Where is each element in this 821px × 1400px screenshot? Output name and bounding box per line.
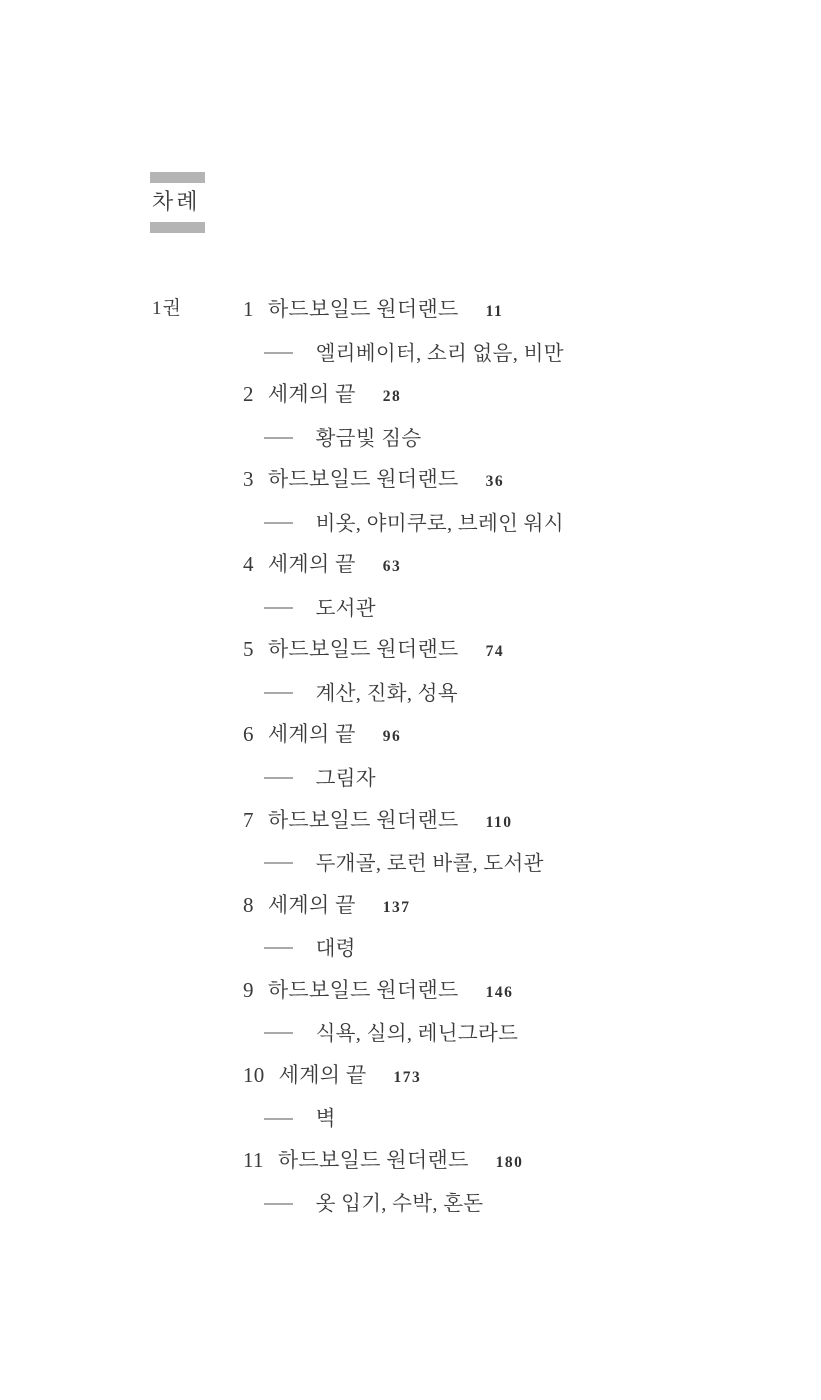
dash-icon	[264, 437, 293, 439]
dash-icon	[264, 947, 293, 949]
chapter-title: 하드보일드 원더랜드	[267, 977, 459, 1002]
chapter-page-number: 11	[485, 303, 504, 320]
chapter-subtitle: 식욕, 실의, 레닌그라드	[315, 1023, 519, 1046]
toc-subtitle-line	[243, 333, 763, 375]
chapter-number: 9	[243, 977, 254, 1002]
toc-subtitle-line	[243, 928, 763, 970]
dash-icon	[264, 1118, 293, 1120]
chapter-number: 10	[243, 1062, 265, 1087]
toc-entry	[243, 289, 763, 374]
decorative-bar-bottom	[150, 222, 205, 233]
toc-entry	[243, 629, 763, 714]
chapter-subtitle: 도서관	[315, 597, 376, 620]
chapter-subtitle: 엘리베이터, 소리 없음, 비만	[315, 342, 564, 365]
toc-subtitle-line	[243, 1013, 763, 1055]
chapter-title: 세계의 끝	[267, 552, 356, 577]
chapter-title: 하드보일드 원더랜드	[267, 637, 459, 662]
toc-subtitle-line	[243, 1098, 763, 1140]
toc-subtitle-line	[243, 588, 763, 630]
dash-icon	[264, 522, 293, 524]
chapter-page-number: 137	[382, 898, 411, 916]
chapter-page-number: 146	[485, 983, 514, 1001]
toc-subtitle-line	[243, 503, 763, 545]
chapter-page-number: 28	[382, 388, 402, 406]
toc-chapter-line	[243, 1140, 763, 1184]
toc-chapter-line	[243, 1055, 763, 1099]
chapter-page-number: 74	[485, 643, 505, 661]
toc-chapter-line	[243, 629, 763, 673]
chapter-number: 1	[243, 297, 254, 321]
toc-entry	[243, 970, 763, 1055]
toc-chapter-line	[243, 885, 763, 929]
dash-icon	[264, 352, 293, 354]
chapter-subtitle: 벽	[315, 1108, 336, 1131]
decorative-bar-top	[150, 172, 205, 183]
chapter-title: 하드보일드 원더랜드	[267, 807, 459, 832]
chapter-subtitle: 비옷, 야미쿠로, 브레인 워시	[315, 512, 564, 535]
dash-icon	[264, 862, 293, 864]
dash-icon	[264, 692, 293, 694]
chapter-page-number: 63	[382, 558, 402, 576]
toc-entry	[243, 374, 763, 459]
chapter-subtitle: 그림자	[315, 768, 376, 791]
toc-chapter-line	[243, 459, 763, 503]
dash-icon	[264, 1032, 293, 1034]
toc-subtitle-line	[243, 418, 763, 460]
toc-entry	[243, 800, 763, 885]
toc-entry	[243, 1055, 763, 1140]
toc-title: 차례	[152, 189, 201, 214]
dash-icon	[264, 607, 293, 609]
toc-entry	[243, 459, 763, 544]
volume-label: 1권	[152, 298, 182, 319]
chapter-title: 하드보일드 원더랜드	[267, 467, 459, 492]
chapter-page-number: 96	[382, 728, 402, 746]
chapter-subtitle: 계산, 진화, 성욕	[315, 682, 458, 705]
toc-header	[150, 172, 205, 233]
chapter-title: 세계의 끝	[267, 382, 356, 407]
dash-icon	[264, 1203, 293, 1205]
toc-entry	[243, 1140, 763, 1225]
chapter-subtitle: 황금빛 짐승	[315, 427, 422, 450]
toc-subtitle-line	[243, 843, 763, 885]
chapter-page-number: 180	[495, 1153, 524, 1171]
chapter-number: 2	[243, 382, 254, 407]
toc-chapter-line	[243, 374, 763, 418]
toc-list	[243, 289, 763, 1225]
chapter-title: 하드보일드 원더랜드	[277, 1147, 469, 1172]
dash-icon	[264, 777, 293, 779]
chapter-subtitle: 옷 입기, 수박, 혼돈	[315, 1193, 484, 1216]
toc-chapter-line	[243, 970, 763, 1014]
toc-subtitle-line	[243, 1183, 763, 1225]
chapter-page-number: 36	[485, 473, 505, 491]
toc-entry	[243, 544, 763, 629]
toc-chapter-line	[243, 800, 763, 844]
chapter-number: 8	[243, 892, 254, 917]
chapter-number: 7	[243, 807, 254, 832]
chapter-number: 3	[243, 467, 254, 492]
toc-subtitle-line	[243, 673, 763, 715]
toc-chapter-line	[243, 714, 763, 758]
chapter-number: 4	[243, 552, 254, 577]
chapter-subtitle: 두개골, 로런 바콜, 도서관	[315, 853, 544, 876]
toc-subtitle-line	[243, 758, 763, 800]
chapter-page-number: 173	[393, 1068, 422, 1086]
chapter-title: 세계의 끝	[267, 722, 356, 747]
chapter-subtitle: 대령	[315, 938, 356, 961]
chapter-title: 세계의 끝	[278, 1062, 367, 1087]
toc-chapter-line	[243, 289, 763, 333]
chapter-number: 5	[243, 637, 254, 662]
chapter-page-number: 110	[485, 813, 513, 831]
chapter-title: 세계의 끝	[267, 892, 356, 917]
chapter-number: 6	[243, 722, 254, 747]
toc-entry	[243, 714, 763, 799]
toc-chapter-line	[243, 544, 763, 588]
toc-entry	[243, 885, 763, 970]
chapter-title: 하드보일드 원더랜드	[267, 297, 459, 321]
chapter-number: 11	[243, 1147, 264, 1172]
